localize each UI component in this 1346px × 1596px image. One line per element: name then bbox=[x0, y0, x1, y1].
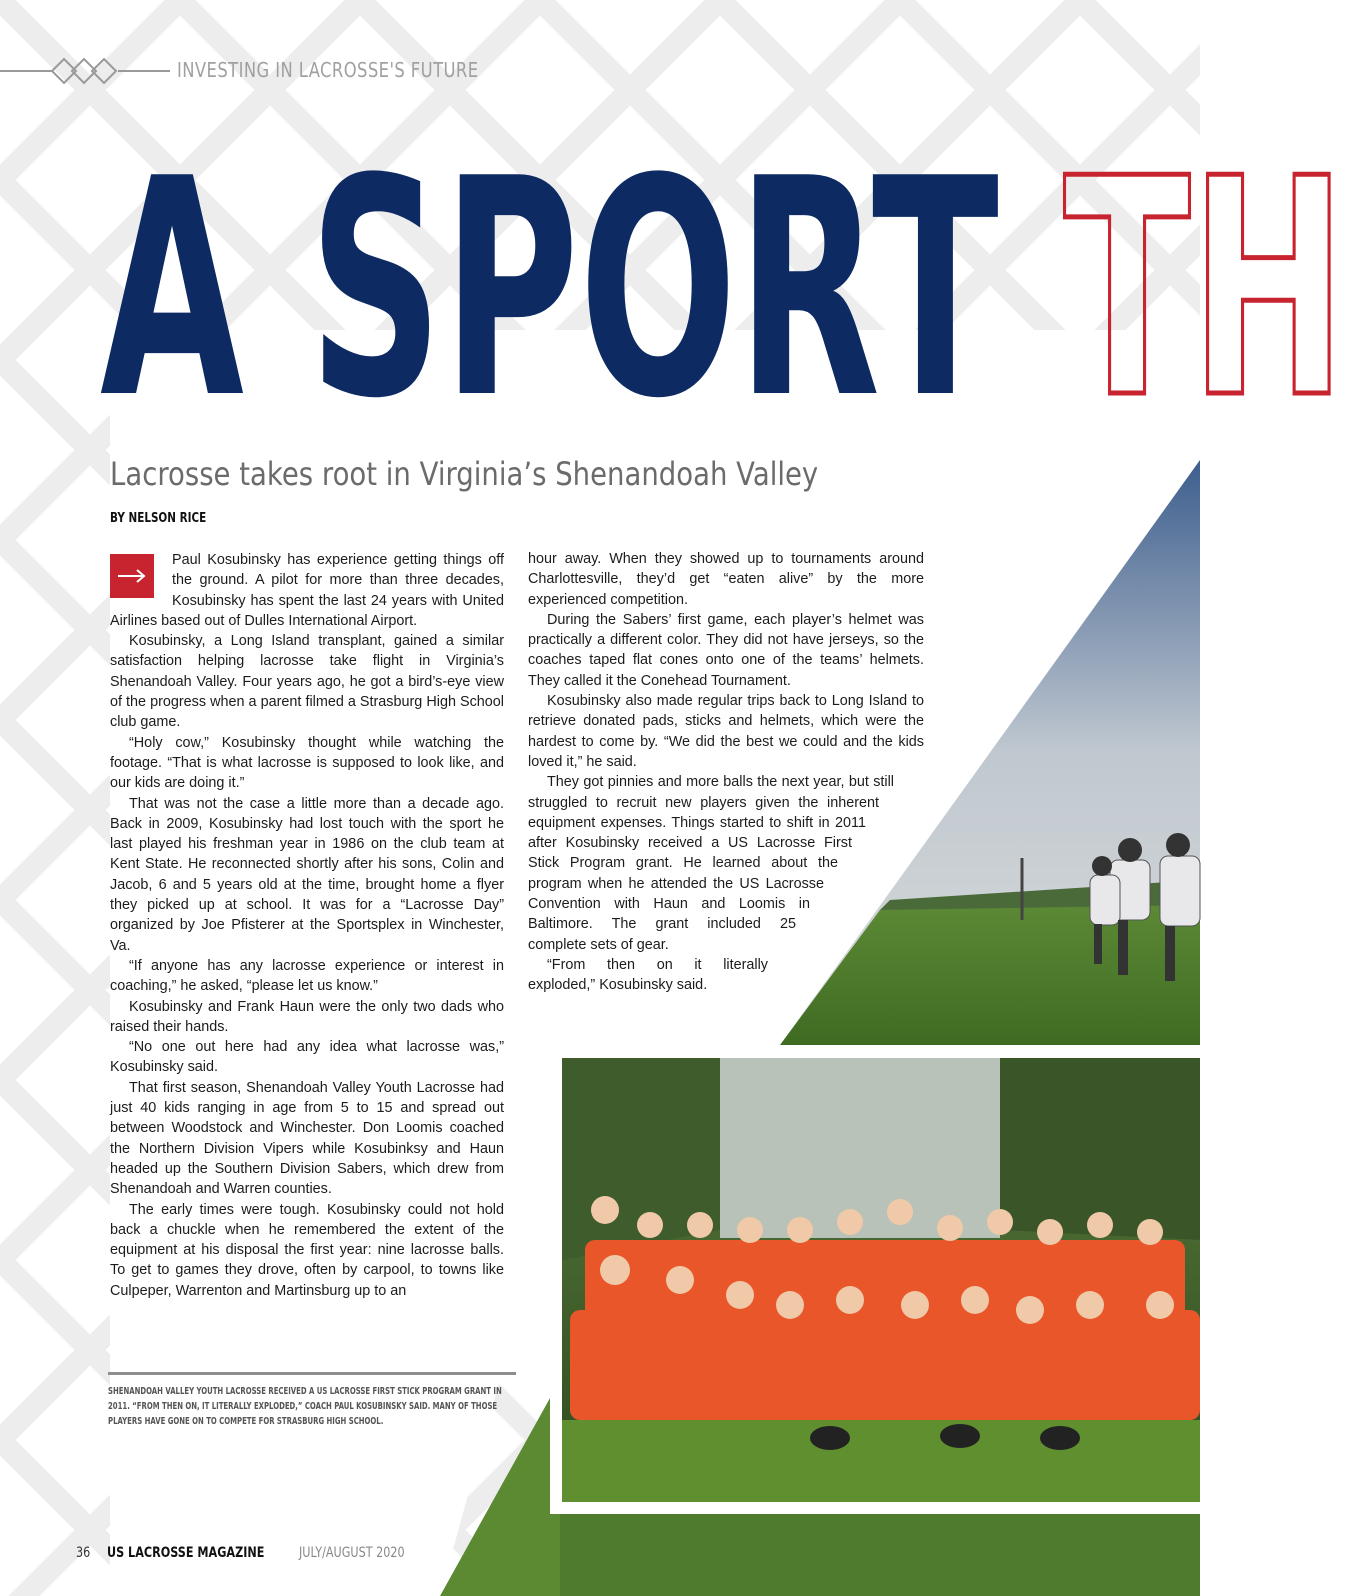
photo-caption: SHENANDOAH VALLEY YOUTH LACROSSE RECEIVED A US LACROSSE FIRST STICK PROGRAM GRANT IN 2011. “FROM THEN ON, IT LITERALLY EXPLODED,” COACH PAUL KOSUBINSKY SAID. MANY OF THOSE PLAYERS HAVE GONE ON TO COMPETE FOR STRASBURG HIGH SCHOOL. bbox=[108, 1386, 502, 1427]
page-number: 36 bbox=[76, 1545, 91, 1561]
article-paragraph: “If anyone has any lacrosse experience or interest in coaching,” he asked, “please let us know.” bbox=[110, 957, 504, 995]
article-column-1 bbox=[110, 550, 504, 1301]
caption-rule bbox=[108, 1372, 516, 1375]
article-paragraph: “Holy cow,” Kosubinsky thought while watching the footage. “That is what lacrosse is supposed to look like, and our kids are doing it.” bbox=[110, 734, 504, 792]
article-paragraph: During the Sabers’ first game, each player’s helmet was practically a different color. They did not have jerseys, so the coaches taped flat cones onto one of the teams’ helmets. They called it the Conehead Tournament. bbox=[528, 611, 924, 689]
article-paragraph: The early times were tough. Kosubinsky could not hold back a chuckle when he remembered the extent of the equipment at his disposal the first year: nine lacrosse balls. To get to games they drove, often by carpool, to towns like Culpeper, Warrenton and Martinsburg up to an bbox=[110, 1201, 504, 1299]
article-paragraph: “No one out here had any idea what lacrosse was,” Kosubinsky said. bbox=[110, 1039, 504, 1076]
article-column-2 bbox=[528, 549, 924, 1051]
page-footer bbox=[76, 1542, 431, 1562]
arrow-right-icon bbox=[110, 554, 154, 598]
team-photo bbox=[550, 1048, 1210, 1514]
section-label-text: INVESTING IN LACROSSE'S FUTURE bbox=[177, 58, 479, 82]
article-paragraph: Kosubinsky, a Long Island transplant, gained a similar satisfaction helping lacrosse take flight in Virginia’s Shenandoah Valley. Four years ago, he got a bird’s-eye view of the progress when a parent filmed a Strasburg High School club game. bbox=[110, 633, 504, 731]
subtitle: Lacrosse takes root in Virginia’s Shenandoah Valley bbox=[110, 455, 819, 493]
magazine-name: US LACROSSE MAGAZINE bbox=[106, 1545, 265, 1561]
article-paragraph bbox=[110, 550, 504, 631]
article-paragraph: Kosubinsky also made regular trips back to Long Island to retrieve donated pads, sticks and helmets, which were the hardest to come by. “We did the best we could and the kids loved it,” he said. bbox=[528, 693, 924, 770]
headline-outline: TH bbox=[1063, 115, 1346, 464]
diamond-chain-icon bbox=[50, 56, 120, 86]
article-paragraph-text: Paul Kosubinsky has experience getting things off the ground. A pilot for more than three decades, Kosubinsky has spent the last 24 years with United Airlines based out of Dulles International Airport. bbox=[110, 552, 504, 629]
article-paragraph: “From then on it literally exploded,” Kosubinsky said. bbox=[528, 956, 768, 994]
article-paragraph: That first season, Shenandoah Valley Youth Lacrosse had just 40 kids ranging in age from 5 to 15 and spread out between Woodstock and Winchester. Don Loomis coached the Northern Division Vipers while Kosubinksy and Haun headed up the Southern Division Sabers, which drew from Shenandoah and Warren counties. bbox=[110, 1079, 504, 1198]
article-paragraph: hour away. When they showed up to tournaments around Charlottesville, they’d get “eaten alive” by the more experienced competition. bbox=[528, 551, 924, 608]
issue-date: JULY/AUGUST 2020 bbox=[298, 1545, 405, 1561]
article-paragraph: Kosubinsky and Frank Haun were the only two dads who raised their hands. bbox=[110, 998, 504, 1035]
section-rule-right bbox=[118, 70, 170, 72]
headline bbox=[100, 115, 1346, 464]
byline: BY NELSON RICE bbox=[110, 511, 207, 526]
article-paragraph: They got pinnies and more balls the next year, but still struggled to recruit new players given the inherent equipment expenses. Things started to shift in 2011 after Kosubinsky received a US Lacrosse First Stick Program grant. He learned about the program when he attended the US Lacrosse Convention with Haun and Loomis in Baltimore. The grant included 25 complete sets of gear. bbox=[528, 774, 894, 953]
headline-solid: A SPORT bbox=[100, 115, 999, 464]
article-paragraph: That was not the case a little more than a decade ago. Back in 2009, Kosubinsky had lost touch with the sport he last played his freshman year in 1986 on the club team at Kent State. He reconnected shortly after his sons, Colin and Jacob, 6 and 5 years old at the time, brought home a flyer they picked up at school. It was for a “Lacrosse Day” organized by Joe Pfisterer at the Sportsplex in Winchester, Va. bbox=[110, 795, 504, 954]
section-rule-left bbox=[0, 70, 52, 72]
